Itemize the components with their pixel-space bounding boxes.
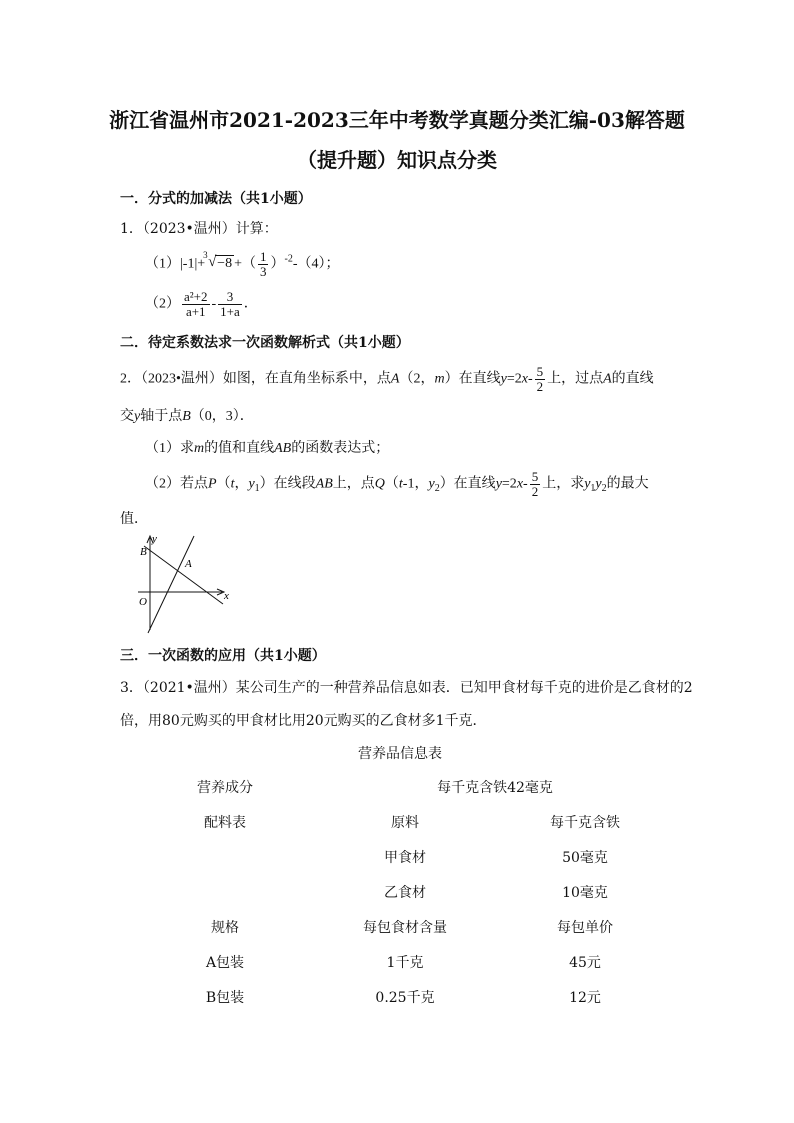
table-cell: 12元 bbox=[569, 990, 601, 1006]
var: y bbox=[595, 476, 602, 492]
fraction bbox=[218, 290, 242, 318]
label-a: A bbox=[185, 558, 192, 570]
var: AB bbox=[274, 441, 292, 456]
section-heading-3: 三．一次函数的应用（共1小题） bbox=[120, 648, 326, 664]
var: Q bbox=[374, 476, 385, 492]
table-cell: 每包单价 bbox=[557, 920, 613, 936]
var: y bbox=[500, 371, 507, 387]
table-cell: 每千克含铁42毫克 bbox=[437, 780, 553, 796]
table-cell: 10毫克 bbox=[562, 885, 608, 901]
line-y-2x bbox=[148, 536, 194, 633]
text: ）在线段 bbox=[259, 476, 316, 492]
question-2-part-1 bbox=[145, 437, 389, 457]
label-b: B bbox=[140, 546, 147, 558]
text: （ bbox=[216, 476, 231, 492]
var: AB bbox=[315, 476, 333, 492]
text: -1， bbox=[402, 476, 429, 492]
table-cell: 0.25千克 bbox=[375, 990, 435, 1006]
text: ）在直线 bbox=[439, 476, 496, 492]
table-cell: 甲食材 bbox=[384, 850, 426, 866]
text: （0，3）． bbox=[190, 409, 254, 424]
document-title-line2: （提升题）知识点分类 bbox=[297, 148, 497, 172]
expr-text: +（ bbox=[234, 256, 256, 272]
subscript: 1 bbox=[254, 483, 260, 495]
question-3-line-1: 3．（2021•温州）某公司生产的一种营养品信息如表．已知甲食材每千克的进价是乙食材的2 bbox=[120, 680, 693, 696]
subscript: 2 bbox=[601, 483, 607, 495]
question-3-line-2: 倍，用80元购买的甲食材比用20元购买的乙食材多1千克． bbox=[120, 713, 487, 729]
table-cell: 每千克含铁 bbox=[550, 815, 620, 831]
denominator: 2 bbox=[531, 483, 539, 499]
text: 上，点 bbox=[332, 476, 375, 492]
text: 的值和直线 bbox=[204, 441, 275, 456]
var: y bbox=[495, 476, 502, 492]
expr-text: ． bbox=[243, 296, 258, 312]
text: 交 bbox=[120, 409, 134, 424]
expr-text: - bbox=[211, 296, 217, 312]
var: m bbox=[434, 371, 445, 387]
text: 2．（2023•温州）如图，在直角坐标系中，点 bbox=[120, 371, 391, 387]
table-cell: 乙食材 bbox=[384, 885, 426, 901]
document-title-line1: 浙江省温州市2021-2023三年中考数学真题分类汇编-03解答题 bbox=[109, 108, 685, 132]
numerator: 3 bbox=[218, 290, 242, 305]
question-2-part-2 bbox=[145, 470, 649, 498]
label-o: O bbox=[139, 596, 147, 608]
text: ）在直线 bbox=[444, 371, 501, 387]
var: y bbox=[134, 409, 141, 424]
question-2-line-2 bbox=[120, 405, 254, 425]
text: （1）求 bbox=[145, 441, 194, 456]
table-cell: 1千克 bbox=[386, 955, 424, 971]
text: - bbox=[527, 371, 533, 387]
expr-text: -（4）； bbox=[292, 256, 340, 272]
var: x bbox=[521, 371, 528, 387]
cube-root bbox=[203, 250, 234, 272]
subscript: 2 bbox=[434, 483, 440, 495]
line-ab bbox=[144, 546, 223, 604]
question-1-stem: 1．（2023•温州）计算： bbox=[120, 221, 278, 237]
text: 上，求 bbox=[542, 476, 585, 492]
table-cell: 每包食材含量 bbox=[363, 920, 447, 936]
var: y bbox=[428, 476, 435, 492]
numerator: a²+2 bbox=[184, 289, 208, 304]
numerator: 1 bbox=[259, 249, 267, 264]
label-y: y bbox=[152, 533, 157, 545]
text: 的直线 bbox=[611, 371, 654, 387]
text: =2 bbox=[501, 476, 517, 492]
text: （2）若点 bbox=[145, 476, 208, 492]
table-cell: 原料 bbox=[391, 815, 419, 831]
question-1-part-2 bbox=[145, 290, 258, 318]
table-caption: 营养品信息表 bbox=[358, 746, 442, 762]
var: P bbox=[208, 476, 217, 492]
denominator: 1+a bbox=[220, 303, 240, 319]
question-2-line-1 bbox=[120, 365, 654, 393]
radical-sign-icon: √ bbox=[208, 254, 217, 271]
section-heading-2: 二．待定系数法求一次函数解析式（共1小题） bbox=[120, 335, 410, 351]
text: 的最大 bbox=[606, 476, 649, 492]
numerator: 5 bbox=[531, 469, 539, 484]
table-cell: 45元 bbox=[569, 955, 601, 971]
coordinate-figure bbox=[130, 530, 240, 635]
expr-text: （1）|-1|+ bbox=[145, 256, 206, 272]
fraction bbox=[258, 250, 269, 278]
var: B bbox=[182, 409, 191, 424]
root-index: 3 bbox=[203, 250, 208, 261]
table-cell: 配料表 bbox=[204, 815, 246, 831]
text: （ bbox=[384, 476, 399, 492]
fraction bbox=[182, 290, 210, 318]
fraction bbox=[535, 365, 546, 393]
table-cell: A包装 bbox=[205, 955, 245, 971]
var: y bbox=[248, 476, 255, 492]
var: y bbox=[584, 476, 591, 492]
table-cell: B包装 bbox=[205, 990, 245, 1006]
table-cell: 规格 bbox=[211, 920, 239, 936]
text: 轴于点 bbox=[140, 409, 183, 424]
exponent: -2 bbox=[284, 253, 293, 265]
var: t bbox=[398, 476, 403, 492]
denominator: 2 bbox=[536, 378, 544, 394]
text: - bbox=[523, 476, 528, 492]
label-x: x bbox=[224, 590, 229, 602]
question-2-line-end: 值． bbox=[120, 512, 148, 527]
numerator: 5 bbox=[536, 364, 544, 379]
var: A bbox=[603, 371, 612, 387]
question-1-part-1: （1）|-1|+ 3 √ −8 +（ $\frac{1}{3}$ ）$^{-2}$-（4）； bbox=[145, 249, 340, 279]
var: x bbox=[516, 476, 524, 492]
section-heading-1: 一．分式的加减法（共1小题） bbox=[120, 191, 312, 207]
text: 上，过点 bbox=[547, 371, 604, 387]
fraction bbox=[530, 470, 541, 498]
radicand: −8 bbox=[217, 256, 233, 272]
text: =2 bbox=[506, 371, 522, 387]
denominator: a+1 bbox=[185, 303, 206, 319]
denominator: 3 bbox=[259, 263, 267, 279]
text: ， bbox=[234, 476, 249, 492]
subscript: 1 bbox=[590, 483, 596, 495]
text: 的函数表达式； bbox=[291, 441, 390, 456]
var: m bbox=[194, 441, 205, 456]
table-cell: 营养成分 bbox=[197, 780, 253, 796]
var: t bbox=[230, 476, 235, 492]
expr-text: （2） bbox=[145, 296, 180, 312]
var: A bbox=[390, 371, 400, 387]
table-cell: 50毫克 bbox=[562, 850, 608, 866]
text: （2， bbox=[399, 371, 435, 387]
